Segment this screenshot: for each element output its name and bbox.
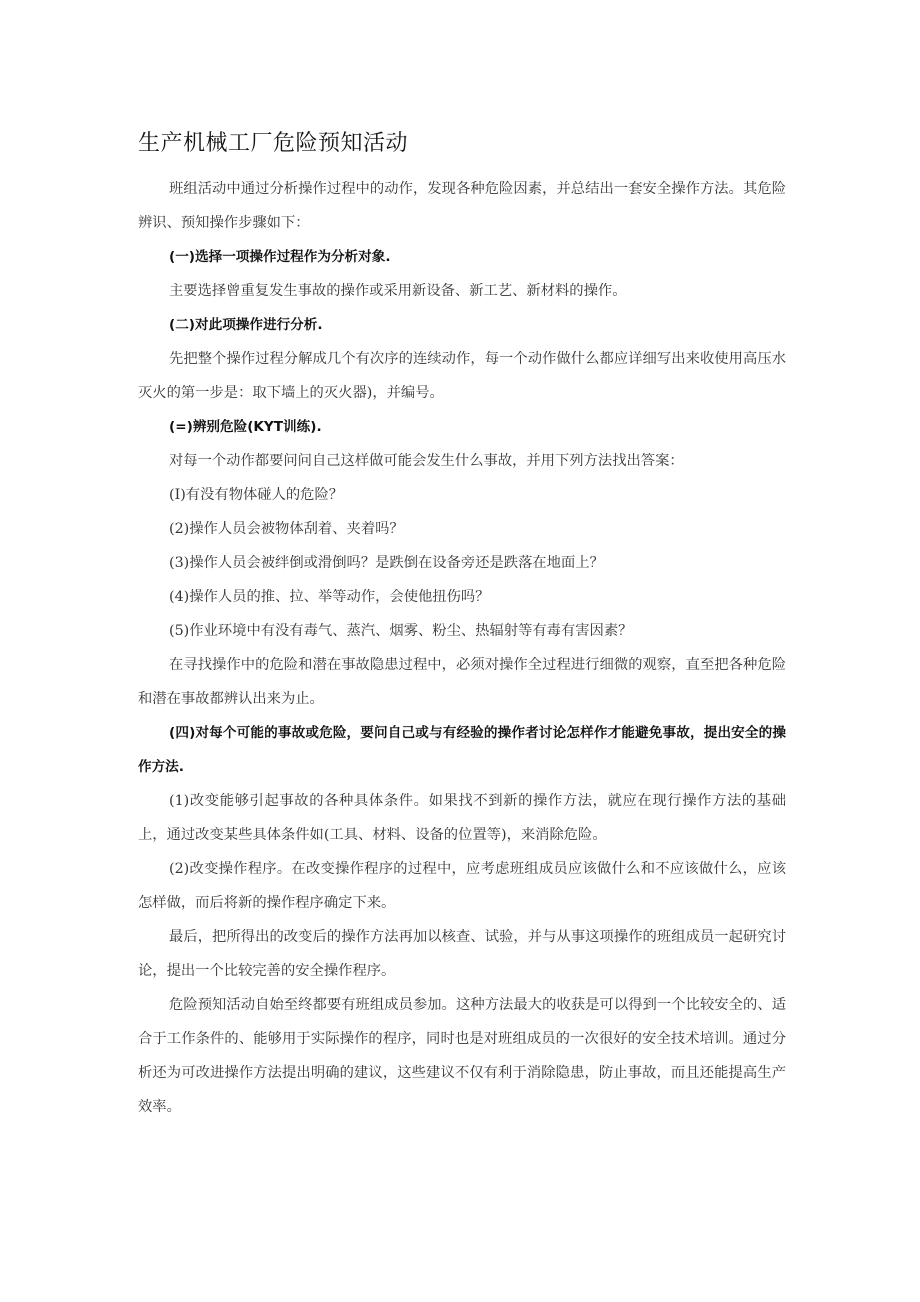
step-4-heading: (四)对每个可能的事故或危险，要问自己或与有经验的操作者讨论怎样作才能避免事故，提出安全的操作方法.: [138, 725, 786, 775]
question-2: (2)操作人员会被物体刮着、夹着吗？: [169, 521, 404, 537]
method-2: (2)改变操作程序。在改变操作程序的过程中，应考虑班组成员应该做什么和不应该做什么，应该怎样做，而后将新的操作程序确定下来。: [138, 861, 786, 911]
question-3: (3)操作人员会被绊倒或滑倒吗？是跌倒在设备旁还是跌落在地面上？: [169, 555, 604, 571]
step-1-heading: (一)选择一项操作过程作为分析对象.: [169, 249, 391, 265]
final-paragraph: 最后，把所得出的改变后的操作方法再加以核查、试验，并与从事这项操作的班组成员一起研究讨论，提出一个比较完善的安全操作程序。: [138, 929, 786, 979]
observation-paragraph: 在寻找操作中的危险和潜在事故隐患过程中，必须对操作全过程进行细微的观察，直至把各种危险和潜在事故都辨认出来为止。: [138, 657, 786, 707]
question-1: (I)有没有物体碰人的危险？: [169, 487, 344, 503]
step-2-heading: (二)对此项操作进行分析.: [169, 317, 323, 333]
step-2-text: 先把整个操作过程分解成几个有次序的连续动作，每一个动作做什么都应详细写出来收使用高压水灭火的第一步是：取下墙上的灭火器)，并编号。: [138, 351, 786, 401]
question-5: (5)作业环境中有没有毒气、蒸汽、烟雾、粉尘、热辐射等有毒有害因素？: [169, 623, 633, 639]
method-1: (1)改变能够引起事故的各种具体条件。如果找不到新的操作方法，就应在现行操作方法的基础上，通过改变某些具体条件如(工具、材料、设备的位置等)，来消除危险。: [138, 793, 786, 843]
summary-paragraph: 危险预知活动自始至终都要有班组成员参加。这种方法最大的收获是可以得到一个比较安全的、适合于工作条件的、能够用于实际操作的程序，同时也是对班组成员的一次很好的安全技术培训。通过分析还为可改进操作方法提出明确的建议，这些建议不仅有利于消除隐患，防止事故，而且还能提高生产效率。: [138, 997, 786, 1115]
step-3-heading: (=)辨别危险(KYT训练).: [169, 419, 322, 435]
step-1-text: 主要选择曾重复发生事故的操作或采用新设备、新工艺、新材料的操作。: [169, 283, 627, 299]
question-4: (4)操作人员的推、拉、举等动作，会使他扭伤吗？: [169, 589, 490, 605]
step-3-text: 对每一个动作都要问问自己这样做可能会发生什么事故，并用下列方法找出答案：: [169, 453, 684, 469]
document-body: [138, 172, 786, 1124]
document-title: 生产机械工厂危险预知活动: [138, 131, 409, 156]
paragraph-intro: 班组活动中通过分析操作过程中的动作，发现各种危险因素，并总结出一套安全操作方法。其危险辨识、预知操作步骤如下：: [138, 181, 786, 231]
